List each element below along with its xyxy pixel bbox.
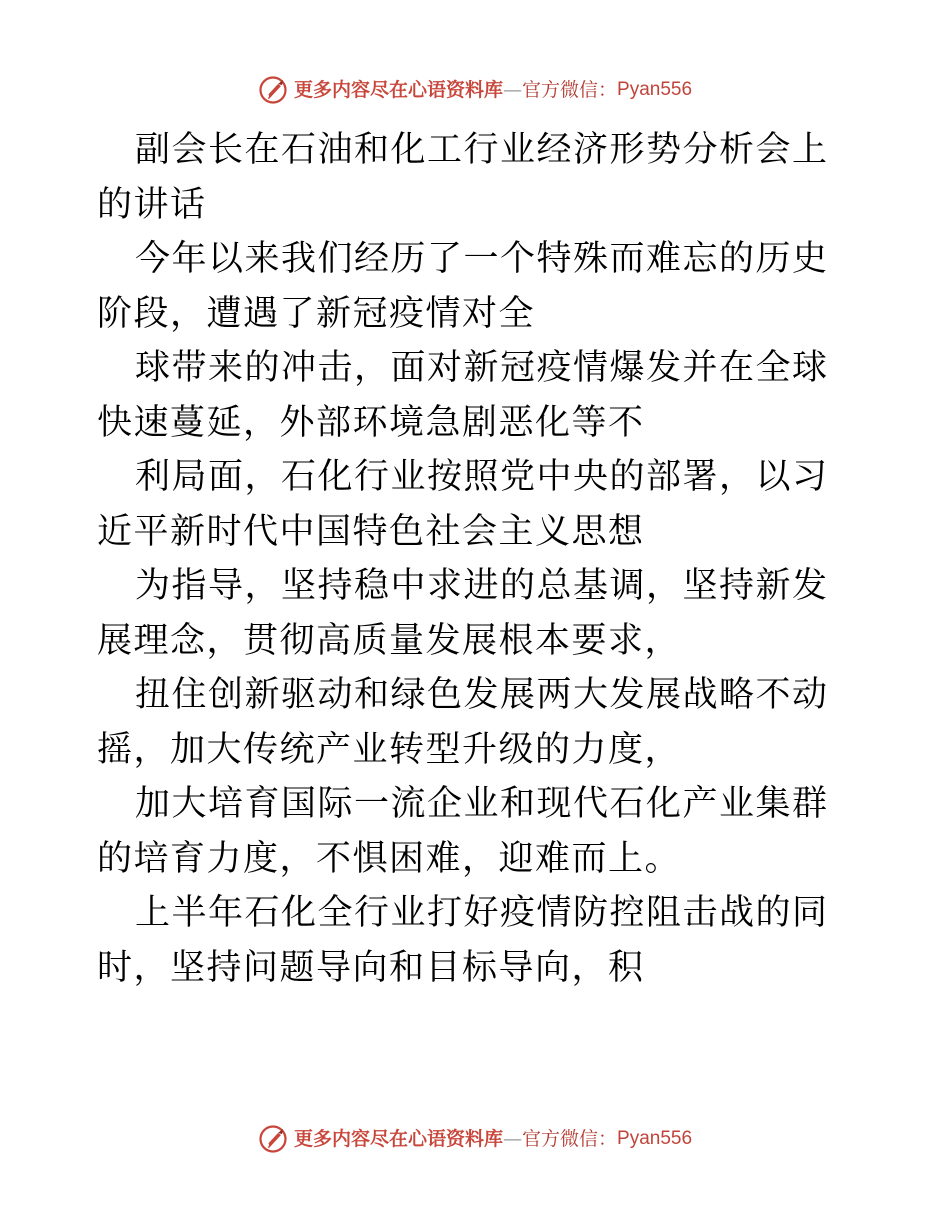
quill-pen-logo-icon xyxy=(258,1124,288,1154)
wechat-colon: ： xyxy=(598,79,618,101)
wechat-id: Pyan556 xyxy=(617,79,693,100)
paragraph: 上半年石化全行业打好疫情防控阻击战的同时，坚持问题导向和目标导向，积 xyxy=(97,893,829,988)
document-body xyxy=(97,123,857,995)
paragraph: 加大培育国际一流企业和现代石化产业集群的培育力度，不惧困难，迎难而上。 xyxy=(97,784,829,879)
paragraph: 为指导，坚持稳中求进的总基调，坚持新发展理念，贯彻高质量发展根本要求， xyxy=(97,566,829,661)
separator-dash: — xyxy=(502,79,522,101)
separator-dash: — xyxy=(502,1128,522,1150)
paragraph: 今年以来我们经历了一个特殊而难忘的历史阶段，遭遇了新冠疫情对全 xyxy=(97,239,829,334)
wechat-id: Pyan556 xyxy=(617,1128,693,1149)
footer-watermark-banner xyxy=(0,1121,950,1157)
paragraph: 利局面，石化行业按照党中央的部署，以习近平新时代中国特色社会主义思想 xyxy=(97,457,829,552)
wechat-label: 官方微信 xyxy=(521,79,598,101)
wechat-colon: ： xyxy=(598,1128,618,1150)
paragraph: 球带来的冲击，面对新冠疫情爆发并在全球快速蔓延，外部环境急剧恶化等不 xyxy=(97,348,829,443)
site-name-text: 更多内容尽在心语资料库 xyxy=(293,1128,503,1150)
site-name-text: 更多内容尽在心语资料库 xyxy=(293,79,503,101)
header-watermark-banner xyxy=(0,72,950,108)
paragraph: 扭住创新驱动和绿色发展两大发展战略不动摇，加大传统产业转型升级的力度， xyxy=(97,675,829,770)
quill-pen-logo-icon xyxy=(258,75,288,105)
wechat-label: 官方微信 xyxy=(521,1128,598,1150)
paragraph-title: 副会长在石油和化工行业经济形势分析会上的讲话 xyxy=(97,130,829,225)
